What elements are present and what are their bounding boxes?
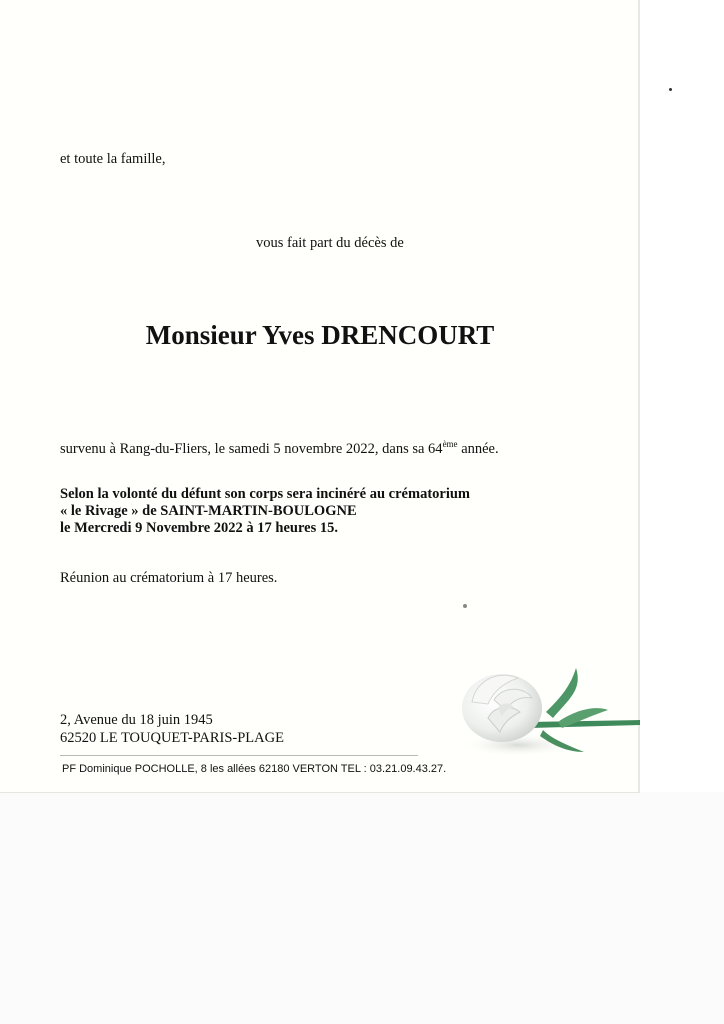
deceased-name: Monsieur Yves DRENCOURT xyxy=(145,320,495,350)
death-notice xyxy=(60,439,499,458)
death-notice-end: année. xyxy=(457,441,499,457)
scan-background xyxy=(0,792,724,1024)
address-city: 62520 LE TOUQUET-PARIS-PLAGE xyxy=(60,730,284,746)
footer-divider xyxy=(60,755,418,756)
address-block xyxy=(60,711,284,747)
family-line: et toute la famille, xyxy=(60,151,166,167)
scan-speck xyxy=(669,88,672,91)
reunion-line: Réunion au crématorium à 17 heures. xyxy=(60,570,278,586)
funeral-home-footer: PF Dominique POCHOLLE, 8 les allées 62180 VERTON TEL : 03.21.09.43.27. xyxy=(62,763,447,775)
ceremony-line-3: le Mercredi 9 Novembre 2022 à 17 heures 15. xyxy=(60,520,338,536)
death-notice-text: survenu à Rang-du-Fliers, le samedi 5 novembre 2022, dans sa 64 xyxy=(60,441,443,457)
ceremony-line-2: « le Rivage » de SAINT-MARTIN-BOULOGNE xyxy=(60,503,357,519)
announcement-line: vous fait part du décès de xyxy=(256,235,404,251)
page-bottom-edge xyxy=(0,792,640,793)
address-street: 2, Avenue du 18 juin 1945 xyxy=(60,712,213,728)
ordinal-suffix: ème xyxy=(442,439,458,449)
white-rose-image xyxy=(458,660,640,760)
ceremony-block xyxy=(60,486,470,537)
ceremony-line-1: Selon la volonté du défunt son corps sera incinéré au crématorium xyxy=(60,486,471,502)
scan-speck xyxy=(463,604,467,608)
